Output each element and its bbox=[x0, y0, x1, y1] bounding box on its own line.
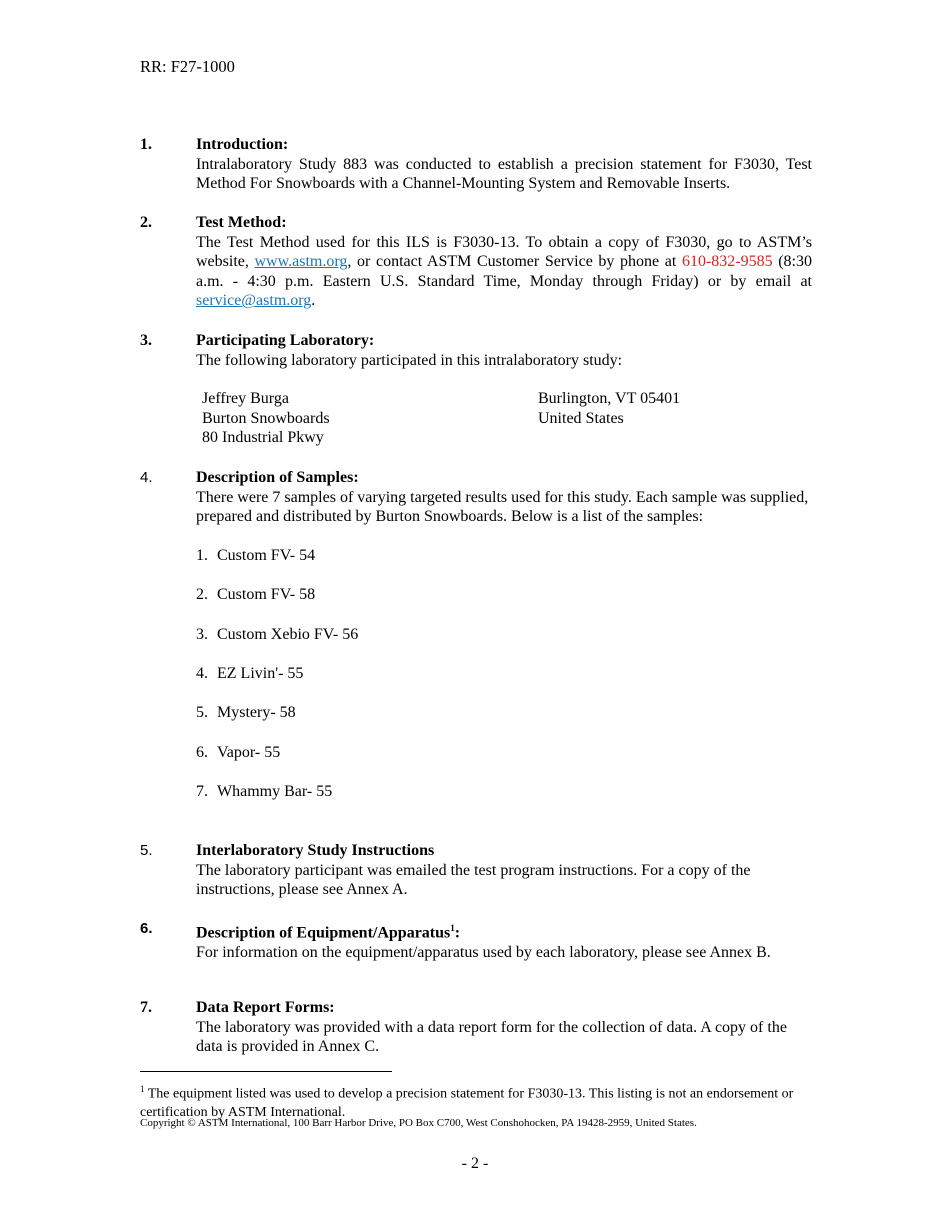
address-line: United States bbox=[538, 409, 624, 427]
astm-website-link[interactable]: www.astm.org bbox=[254, 253, 348, 271]
section-text: The laboratory participant was emailed the test program instructions. For a copy of the instructions, please see Annex A. bbox=[196, 861, 751, 899]
section-text: For information on the equipment/apparatus used by each laboratory, please see Annex B. bbox=[196, 943, 771, 961]
page-number: - 2 - bbox=[461, 1155, 489, 1172]
list-item bbox=[196, 585, 812, 624]
section-number: 6. bbox=[140, 920, 153, 937]
heading-tail: : bbox=[454, 924, 461, 942]
sample-list bbox=[196, 546, 812, 822]
list-number: 4. bbox=[196, 664, 208, 682]
section-number: 4. bbox=[140, 469, 153, 486]
section-text: There were 7 samples of varying targeted results used for this study. Each sample was supplied, prepared and distributed by Burton Snowboards. Below is a list of the samples: bbox=[196, 488, 809, 526]
list-number: 1. bbox=[196, 546, 208, 564]
sample-label: EZ Livin'- 55 bbox=[217, 664, 304, 682]
section-heading: Data Report Forms: bbox=[196, 999, 335, 1016]
list-item bbox=[196, 664, 812, 703]
address-line: 80 Industrial Pkwy bbox=[202, 429, 324, 447]
list-item bbox=[196, 782, 812, 821]
section-introduction bbox=[140, 135, 812, 194]
section-data-report-forms bbox=[140, 998, 812, 1057]
section-heading: Description of Samples: bbox=[196, 469, 359, 486]
text-fragment: , or contact ASTM Customer Service by phone at bbox=[347, 253, 682, 271]
address-left-column bbox=[202, 389, 330, 448]
section-text bbox=[196, 233, 812, 311]
section-study-instructions bbox=[140, 841, 812, 900]
list-item bbox=[196, 625, 812, 664]
address-right-column bbox=[538, 389, 680, 428]
text-fragment: . bbox=[311, 292, 316, 310]
section-heading: Test Method: bbox=[196, 214, 287, 231]
list-item bbox=[196, 546, 812, 585]
list-number: 5. bbox=[196, 704, 208, 722]
sample-label: Whammy Bar- 55 bbox=[217, 783, 333, 801]
footnote-marker: 1 bbox=[140, 1084, 145, 1094]
text-fragment: (8:30 a.m. - 4:30 p.m. Eastern U.S. Standard Time, Monday through Friday) or by email at bbox=[196, 253, 813, 290]
report-id: RR: F27-1000 bbox=[140, 57, 235, 76]
list-number: 6. bbox=[196, 743, 208, 761]
footnote bbox=[140, 1080, 812, 1122]
section-number: 3. bbox=[140, 332, 152, 349]
section-text: The laboratory was provided with a data report form for the collection of data. A copy of the data is provided in Annex C. bbox=[196, 1018, 787, 1056]
section-number: 7. bbox=[140, 999, 152, 1016]
sample-label: Vapor- 55 bbox=[217, 743, 281, 761]
section-participating-laboratory bbox=[140, 331, 812, 449]
heading-text: Description of Equipment/Apparatus bbox=[196, 924, 451, 942]
section-heading: Introduction: bbox=[196, 136, 289, 153]
section-number: 1. bbox=[140, 136, 152, 153]
section-heading bbox=[196, 919, 812, 943]
footnote-text: The equipment listed was used to develop a precision statement for F3030-13. This listing is not an endorsement or certification by ASTM International. bbox=[140, 1086, 794, 1120]
section-text: The following laboratory participated in this intralaboratory study: bbox=[196, 351, 623, 369]
list-item bbox=[196, 703, 812, 742]
sample-label: Mystery- 58 bbox=[217, 704, 296, 722]
section-equipment bbox=[140, 919, 812, 963]
sample-label: Custom FV- 58 bbox=[217, 586, 316, 604]
section-number: 5. bbox=[140, 842, 153, 859]
list-number: 3. bbox=[196, 625, 208, 643]
section-description-of-samples bbox=[140, 468, 812, 838]
lab-address bbox=[196, 389, 812, 449]
list-item bbox=[196, 743, 812, 782]
service-email-link[interactable]: service@astm.org bbox=[196, 292, 312, 310]
section-heading: Interlaboratory Study Instructions bbox=[196, 842, 435, 859]
copyright-notice: Copyright © ASTM International, 100 Barr Harbor Drive, PO Box C700, West Conshohocken, PA 19428-2959, United States. bbox=[140, 1117, 697, 1129]
address-line: Burlington, VT 05401 bbox=[538, 390, 681, 408]
text-fragment: The Test Method used for this ILS is F3030-13. To obtain a copy of F3030, go to ASTM’s website, bbox=[196, 233, 812, 271]
section-number: 2. bbox=[140, 214, 152, 231]
address-line: Burton Snowboards bbox=[202, 409, 330, 427]
section-text: Intralaboratory Study 883 was conducted to establish a precision statement for F3030, Test Method For Snowboards with a Channel-Mounting System and Removable Inserts. bbox=[196, 155, 812, 193]
section-test-method bbox=[140, 213, 812, 311]
footnote-ref: 1 bbox=[450, 923, 455, 933]
list-number: 7. bbox=[196, 783, 208, 801]
sample-label: Custom Xebio FV- 56 bbox=[217, 625, 359, 643]
sample-label: Custom FV- 54 bbox=[217, 546, 316, 564]
list-number: 2. bbox=[196, 586, 208, 604]
address-line: Jeffrey Burga bbox=[202, 390, 289, 408]
section-heading: Participating Laboratory: bbox=[196, 332, 375, 349]
footnote-divider bbox=[140, 1071, 392, 1072]
phone-number: 610-832-9585 bbox=[681, 253, 773, 271]
